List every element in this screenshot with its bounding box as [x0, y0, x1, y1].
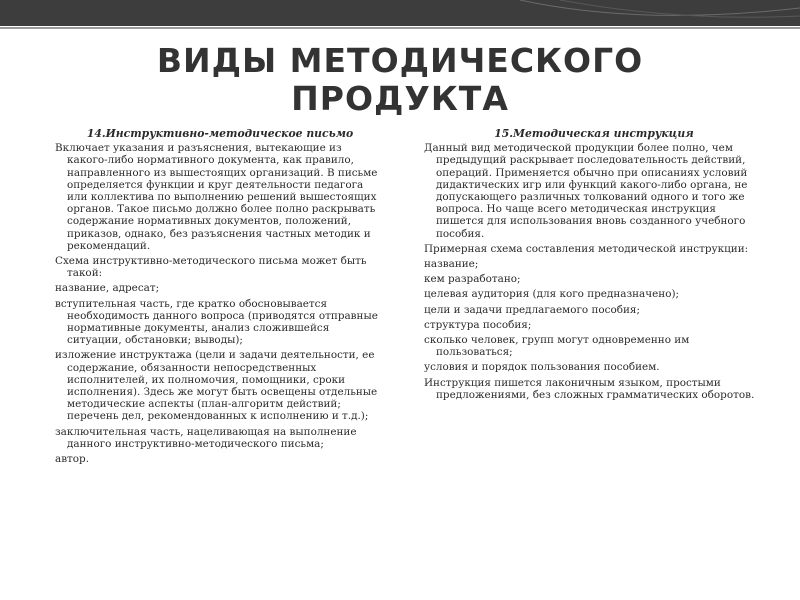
right-paragraph: название;	[424, 258, 479, 271]
left-column	[55, 128, 385, 468]
right-paragraph: цели и задачи предлагаемого пособия;	[424, 303, 640, 316]
right-paragraph: условия и порядок пользования пособием.	[424, 361, 660, 374]
decorative-lines	[0, 0, 800, 40]
left-paragraph: автор.	[55, 453, 90, 466]
right-paragraph: целевая аудитория (для кого предназначено);	[424, 288, 680, 301]
slide-title	[0, 42, 800, 118]
left-paragraph: вступительная часть, где кратко обосновывается необходимость данного вопроса (приводятся отправные нормативные документы, анализ сложившейся ситуации, обстановки; выводы);	[55, 297, 378, 347]
left-paragraph: заключительная часть, нацеливающая на выполнение данного инструктивно-методического письма;	[55, 425, 357, 450]
right-column-heading: 15.Методическая инструкция	[494, 127, 694, 140]
right-paragraph: Инструкция пишется лаконичным языком, простыми предложениями, без сложных грамматических оборотов.	[424, 376, 755, 401]
slide-title-line-1: ВИДЫ МЕТОДИЧЕСКОГО	[156, 41, 644, 80]
slide-title-line-2: ПРОДУКТА	[291, 79, 509, 118]
left-paragraph: Включает указания и разъяснения, вытекающие из какого-либо нормативного документа, как правило, направленного из вышестоящих организаций. В письме определяется функции и круг деятельности педагога или коллектива по выполнению решений вышестоящих органов. Такое письмо должно более полно раскрывать содержание нормативных документов, положений, приказов, однако, без разъяснения частных методик и рекомендаций.	[55, 142, 378, 252]
left-paragraph: изложение инструктажа (цели и задачи деятельности, ее содержание, обязанности непосредственных исполнителей, их полномочия, помощники, сроки исполнения). Здесь же могут быть освещены отдельные методические аспекты (план-алгоритм действий; перечень дел, рекомендованных к исполнению и т.д.);	[55, 349, 378, 423]
left-paragraph: название, адресат;	[55, 282, 160, 295]
right-paragraph: сколько человек, групп могут одновременно им пользоваться;	[424, 334, 690, 359]
right-paragraph: кем разработано;	[424, 273, 521, 286]
right-paragraph: структура пособия;	[424, 318, 532, 331]
right-column	[424, 128, 764, 404]
right-paragraph: Примерная схема составления методической инструкции:	[424, 242, 749, 255]
right-paragraph: Данный вид методической продукции более полно, чем предыдущий раскрывает последовательность действий, операций. Применяется обычно при описаниях условий дидактических игр или функций какого-либо органа, не допускающего различных толкований одного и того же вопроса. Но чаще всего методическая инструкция пишется для использования вновь созданного учебного пособия.	[424, 142, 748, 240]
left-column-heading: 14.Инструктивно-методическое письмо	[86, 127, 354, 140]
left-paragraph: Схема инструктивно-методического письма может быть такой:	[55, 255, 367, 280]
